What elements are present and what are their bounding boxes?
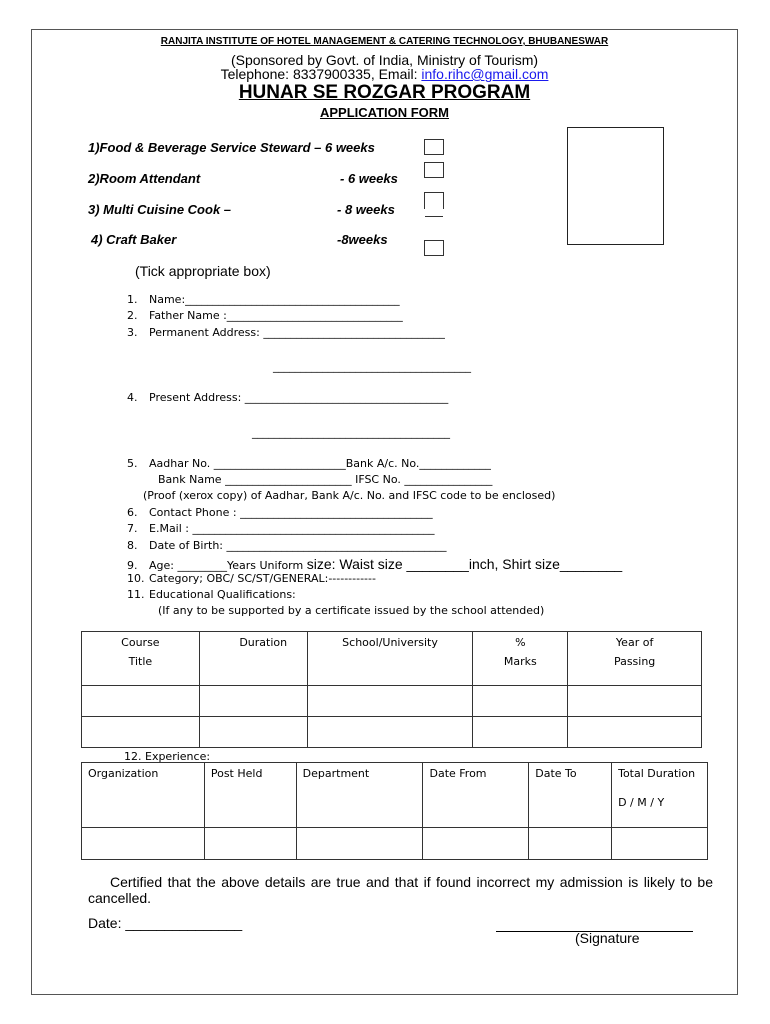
exp-duration-format: D / M / Y: [618, 796, 665, 809]
field-age-num: 9.: [127, 559, 138, 572]
edu-header-course-l1: Course: [121, 636, 160, 649]
education-header-row: [82, 632, 702, 686]
table-cell[interactable]: [568, 686, 702, 717]
email-link[interactable]: info.rihc@gmail.com: [421, 66, 549, 82]
field-category[interactable]: [127, 572, 376, 585]
tick-note: (Tick appropriate box): [135, 263, 271, 279]
table-cell[interactable]: [82, 828, 205, 860]
table-cell[interactable]: [612, 828, 708, 860]
date-field[interactable]: Date: _______________: [88, 915, 243, 931]
form-title: APPLICATION FORM: [319, 105, 450, 120]
experience-header-row: [82, 763, 708, 828]
field-present-address-num: 4.: [127, 391, 138, 404]
table-row[interactable]: [82, 828, 708, 860]
field-contact-phone-num: 6.: [127, 506, 138, 519]
field-aadhar[interactable]: [127, 457, 491, 470]
program-title: HUNAR SE ROZGAR PROGRAM: [238, 82, 531, 103]
field-present-address[interactable]: [127, 391, 448, 404]
exp-header-department: Department: [296, 763, 423, 828]
course-2-checkbox[interactable]: [424, 162, 444, 178]
field-aadhar-text: Aadhar No. ________________________Bank A/c. No._____________: [149, 457, 491, 470]
field-bank-name[interactable]: Bank Name _______________________ IFSC No. ________________: [158, 473, 493, 486]
exp-header-post: Post Held: [204, 763, 296, 828]
table-cell[interactable]: [204, 828, 296, 860]
table-row[interactable]: [82, 686, 702, 717]
course-3-checkbox[interactable]: [424, 192, 444, 209]
edu-header-marks-l2: Marks: [503, 655, 537, 668]
field-name-num: 1.: [127, 293, 138, 306]
field-dob-text: Date of Birth: ________________________________________: [149, 539, 447, 552]
field-uniform-size-text: size: Waist size ________inch, Shirt size________: [306, 556, 623, 572]
course-2-label: 2)Room Attendant: [88, 171, 201, 186]
edu-header-year-l1: Year of: [615, 636, 654, 649]
field-permanent-address-line2[interactable]: ____________________________________: [273, 360, 471, 373]
table-cell[interactable]: [199, 717, 307, 748]
certification-text: Certified that the above details are true and that if found incorrect my admission is likely to be cancelled.: [88, 874, 713, 906]
edu-header-marks: [473, 632, 568, 686]
field-name[interactable]: [127, 293, 400, 306]
course-3-checkbox-underline: [425, 216, 443, 217]
field-present-address-line2[interactable]: ____________________________________: [252, 426, 450, 439]
table-cell[interactable]: [473, 717, 568, 748]
course-4-label: 4) Craft Baker: [91, 232, 177, 247]
table-row[interactable]: [82, 717, 702, 748]
contact-text: Telephone: 8337900335, Email:: [220, 66, 422, 82]
table-cell[interactable]: [529, 828, 612, 860]
edu-header-year-l2: Passing: [613, 655, 656, 668]
exp-header-total-duration: [612, 763, 708, 828]
field-education-num: 11.: [127, 588, 145, 601]
edu-header-year: [568, 632, 702, 686]
experience-label: 12. Experience:: [124, 750, 211, 763]
education-note: (If any to be supported by a certificate issued by the school attended): [158, 604, 545, 617]
table-cell[interactable]: [473, 686, 568, 717]
field-education-text: Educational Qualifications:: [149, 588, 296, 601]
course-3-duration: - 8 weeks: [337, 202, 395, 217]
course-2-duration: - 6 weeks: [340, 171, 398, 186]
signature-label: (Signature: [575, 930, 640, 946]
exp-header-organization: Organization: [82, 763, 205, 828]
course-1-checkbox[interactable]: [424, 139, 444, 155]
table-cell[interactable]: [82, 717, 200, 748]
exp-header-date-from: Date From: [423, 763, 529, 828]
field-dob-num: 8.: [127, 539, 138, 552]
edu-header-marks-l1: %: [515, 636, 526, 649]
field-education: [127, 588, 296, 601]
field-permanent-address-text: Permanent Address: _________________________________: [149, 326, 445, 339]
course-1-label: 1)Food & Beverage Service Steward – 6 weeks: [88, 140, 375, 155]
field-email[interactable]: [127, 522, 435, 535]
field-age-text: Age: _________Years Uniform: [149, 559, 307, 572]
experience-table: [81, 762, 708, 860]
photo-box[interactable]: [567, 127, 664, 245]
education-table: [81, 631, 702, 748]
sponsor-line: (Sponsored by Govt. of India, Ministry of Tourism): [230, 52, 539, 68]
field-father-name-text: Father Name :________________________________: [149, 309, 403, 322]
edu-header-duration-l1: Duration: [239, 636, 288, 649]
contact-line: [31, 66, 738, 82]
field-father-name-num: 2.: [127, 309, 138, 322]
course-4-duration: -8weeks: [337, 232, 388, 247]
institute-name: RANJITA INSTITUTE OF HOTEL MANAGEMENT & CATERING TECHNOLOGY, BHUBANESWAR: [160, 36, 609, 47]
course-4-checkbox[interactable]: [424, 240, 444, 256]
edu-header-school: [307, 632, 473, 686]
table-cell[interactable]: [568, 717, 702, 748]
table-cell[interactable]: [307, 717, 473, 748]
exp-header-date-to: Date To: [529, 763, 612, 828]
exp-header-total-duration-label: Total Duration: [618, 767, 696, 780]
field-name-text: Name:_______________________________________: [149, 293, 400, 306]
field-category-num: 10.: [127, 572, 145, 585]
table-cell[interactable]: [199, 686, 307, 717]
edu-header-course: [82, 632, 200, 686]
table-cell[interactable]: [296, 828, 423, 860]
edu-header-course-l2: Title: [128, 655, 153, 668]
edu-header-duration: [199, 632, 307, 686]
field-category-text: Category; OBC/ SC/ST/GENERAL:------------: [149, 572, 376, 585]
field-permanent-address[interactable]: [127, 326, 445, 339]
table-cell[interactable]: [307, 686, 473, 717]
field-permanent-address-num: 3.: [127, 326, 138, 339]
field-father-name[interactable]: [127, 309, 403, 322]
proof-note: (Proof (xerox copy) of Aadhar, Bank A/c. No. and IFSC code to be enclosed): [143, 489, 556, 502]
field-age-uniform[interactable]: [127, 556, 622, 572]
field-email-text: E.Mail : ____________________________________________: [149, 522, 435, 535]
field-contact-phone[interactable]: [127, 506, 433, 519]
field-dob[interactable]: [127, 539, 447, 552]
field-present-address-text: Present Address: _____________________________________: [149, 391, 449, 404]
table-cell[interactable]: [82, 686, 200, 717]
field-contact-phone-text: Contact Phone : ___________________________________: [149, 506, 433, 519]
field-aadhar-num: 5.: [127, 457, 138, 470]
course-3-label: 3) Multi Cuisine Cook –: [88, 202, 232, 217]
table-cell[interactable]: [423, 828, 529, 860]
field-email-num: 7.: [127, 522, 138, 535]
edu-header-school-l1: School/University: [342, 636, 438, 649]
